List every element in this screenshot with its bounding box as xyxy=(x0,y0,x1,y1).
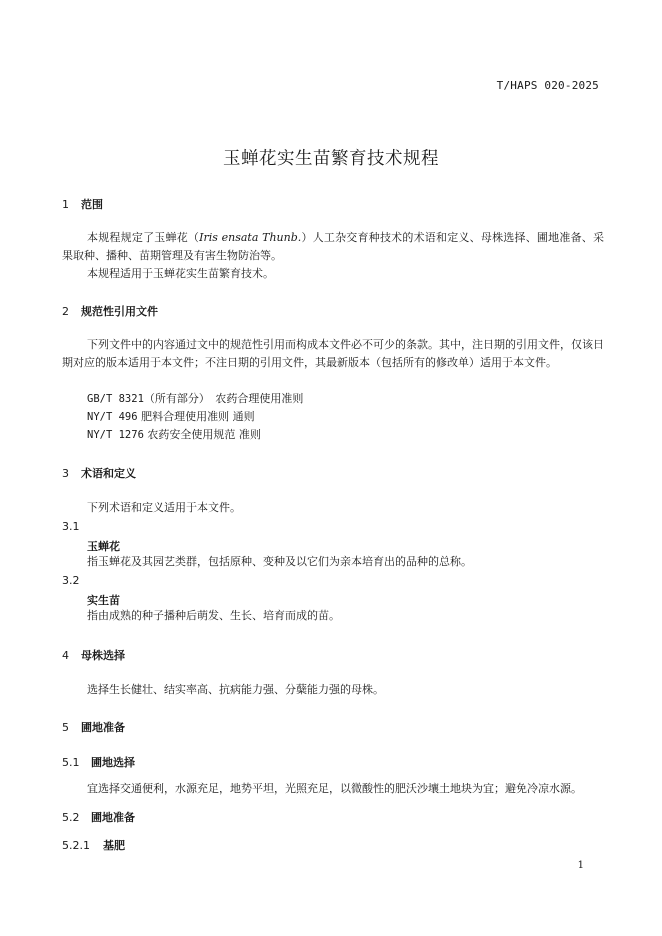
reference-item xyxy=(87,426,261,444)
reference-item xyxy=(87,408,255,426)
reference-title: 农药安全使用规范 准则 xyxy=(143,428,261,441)
mother-plant-text: 选择生长健壮、结实率高、抗病能力强、分蘖能力强的母株。 xyxy=(87,683,384,696)
section-title: 基肥 xyxy=(103,839,125,852)
section-number: 5 xyxy=(62,721,69,734)
term-name: 玉蝉花 xyxy=(87,540,120,553)
section-1-heading xyxy=(62,196,103,212)
section-5-2-1-heading xyxy=(62,837,125,853)
section-number: 3 xyxy=(62,467,69,480)
nursery-selection-text: 宜选择交通便利，水源充足，地势平坦，光照充足，以微酸性的肥沃沙壤土地块为宜；避免冷凉水源。 xyxy=(87,782,582,795)
latin-name: Iris ensata Thunb. xyxy=(199,231,302,244)
section-number: 2 xyxy=(62,305,69,318)
scope-paragraph xyxy=(62,229,604,265)
page-number: 1 xyxy=(577,860,584,871)
scope-text-b: ）人工杂交育种技术的术语和定义、母株选择、圃地准备、采果取种、播种、苗期管理及有害生物防治等。 xyxy=(62,231,604,262)
reference-item xyxy=(87,390,303,408)
section-title: 母株选择 xyxy=(81,649,125,662)
section-5-heading xyxy=(62,719,125,735)
reference-title: （所有部分） 农药合理使用准则 xyxy=(143,392,304,405)
term-definition: 指玉蝉花及其园艺类群，包括原种、变种及以它们为亲本培育出的品种的总称。 xyxy=(87,555,472,568)
section-number: 5.2.1 xyxy=(62,839,90,852)
section-number: 5.1 xyxy=(62,756,80,769)
section-number: 1 xyxy=(62,198,69,211)
section-title: 范围 xyxy=(81,198,103,211)
reference-code: NY/T 1276 xyxy=(87,429,144,441)
term-number: 3.2 xyxy=(62,574,80,587)
term-name: 实生苗 xyxy=(87,594,120,607)
section-4-heading xyxy=(62,647,125,663)
document-title: 玉蝉花实生苗繁育技术规程 xyxy=(223,149,439,169)
term-number: 3.1 xyxy=(62,520,80,533)
section-number: 5.2 xyxy=(62,811,80,824)
reference-code: NY/T 496 xyxy=(87,411,138,423)
scope-text-a: 本规程规定了玉蝉花（ xyxy=(87,231,200,244)
reference-title: 肥料合理使用准则 通则 xyxy=(137,410,255,423)
section-5-1-heading xyxy=(62,754,135,770)
section-title: 规范性引用文件 xyxy=(81,305,158,318)
section-3-heading xyxy=(62,465,136,481)
reference-code: GB/T 8321 xyxy=(87,393,144,405)
section-title: 圃地选择 xyxy=(91,756,135,769)
terms-intro: 下列术语和定义适用于本文件。 xyxy=(87,501,241,514)
term-definition: 指由成熟的种子播种后萌发、生长、培育而成的苗。 xyxy=(87,609,340,622)
references-intro: 下列文件中的内容通过文中的规范性引用而构成本文件必不可少的条款。其中，注日期的引用文件，仅该日期对应的版本适用于本文件；不注日期的引用文件，其最新版本（包括所有的修改单）适用于本文件。 xyxy=(62,338,604,369)
section-2-heading xyxy=(62,303,158,319)
standard-number: T/HAPS 020-2025 xyxy=(496,79,599,92)
section-title: 术语和定义 xyxy=(81,467,136,480)
section-title: 圃地准备 xyxy=(91,811,135,824)
section-5-2-heading xyxy=(62,809,135,825)
scope-applicability: 本规程适用于玉蝉花实生苗繁育技术。 xyxy=(87,267,274,280)
section-number: 4 xyxy=(62,649,69,662)
section-title: 圃地准备 xyxy=(81,721,125,734)
